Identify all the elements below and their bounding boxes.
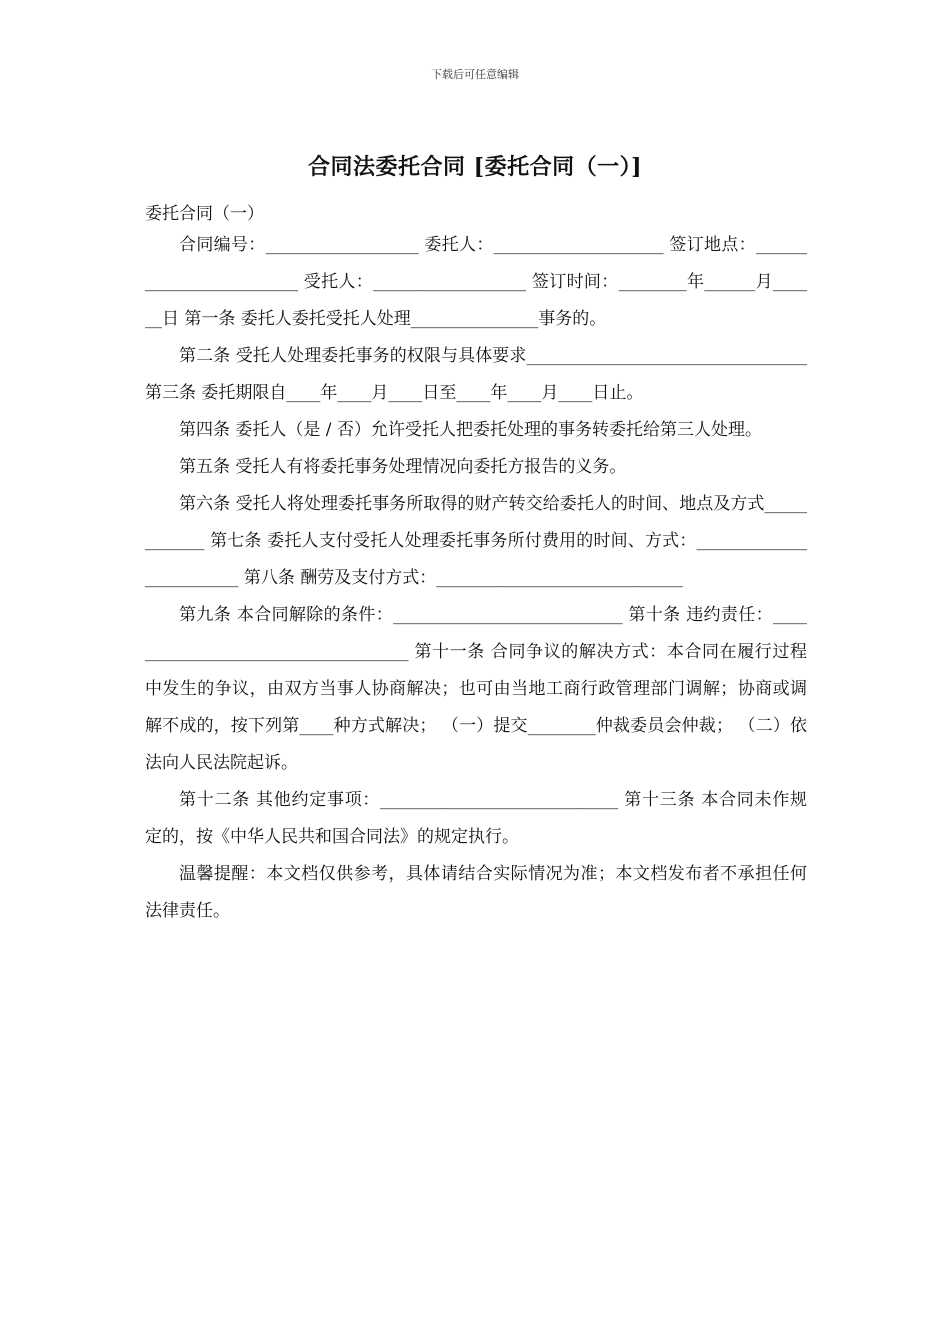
paragraph-article-2-3: 第二条 受托人处理委托事务的权限与具体要求_________________________________ 第三条 委托期限自____年____月____日至____年____月____日止。 (145, 346, 807, 403)
paragraph-article-6-8: 第六条 受托人将处理委托事务所取得的财产转交给委托人的时间、地点及方式____________ 第七条 委托人支付受托人处理委托事务所付费用的时间、方式：________________________ 第八条 酬劳及支付方式：_____________________________ (145, 494, 807, 588)
paragraph-article-5: 第五条 受托人有将委托事务处理情况向委托方报告的义务。 (179, 457, 627, 477)
document-subtitle: 委托合同（一） (145, 204, 264, 224)
paragraph-article-4: 第四条 委托人（是 / 否）允许受托人把委托处理的事务转委托给第三人处理。 (179, 420, 762, 440)
contract-body (145, 227, 807, 930)
paragraph-contract-info: 合同编号：__________________ 委托人：____________________ 签订地点：________________________ 受托人：__________________ 签订时间：________年______月______日 第一条 委托人委托受托人处理_______________事务的。 (145, 235, 807, 329)
paragraph-article-12-13: 第十二条 其他约定事项：____________________________ 第十三条 本合同未作规定的，按《中华人民共和国合同法》的规定执行。 (145, 790, 807, 847)
paragraph-article-9-11: 第九条 本合同解除的条件：___________________________ 第十条 违约责任：___________________________________ 第十一条 合同争议的解决方式：本合同在履行过程中发生的争议，由双方当事人协商解决；也可由当地工商行政管理部门调解；协商或调解不成的，按下列第____种方式解决； （一）提交________仲裁委员会仲裁； （二）依法向人民法院起诉。 (145, 605, 807, 773)
document-title: 合同法委托合同 [委托合同（一）] (308, 154, 642, 180)
header-note: 下载后可任意编辑 (431, 68, 519, 81)
paragraph-disclaimer: 温馨提醒：本文档仅供参考，具体请结合实际情况为准；本文档发布者不承担任何法律责任。 (145, 864, 807, 921)
